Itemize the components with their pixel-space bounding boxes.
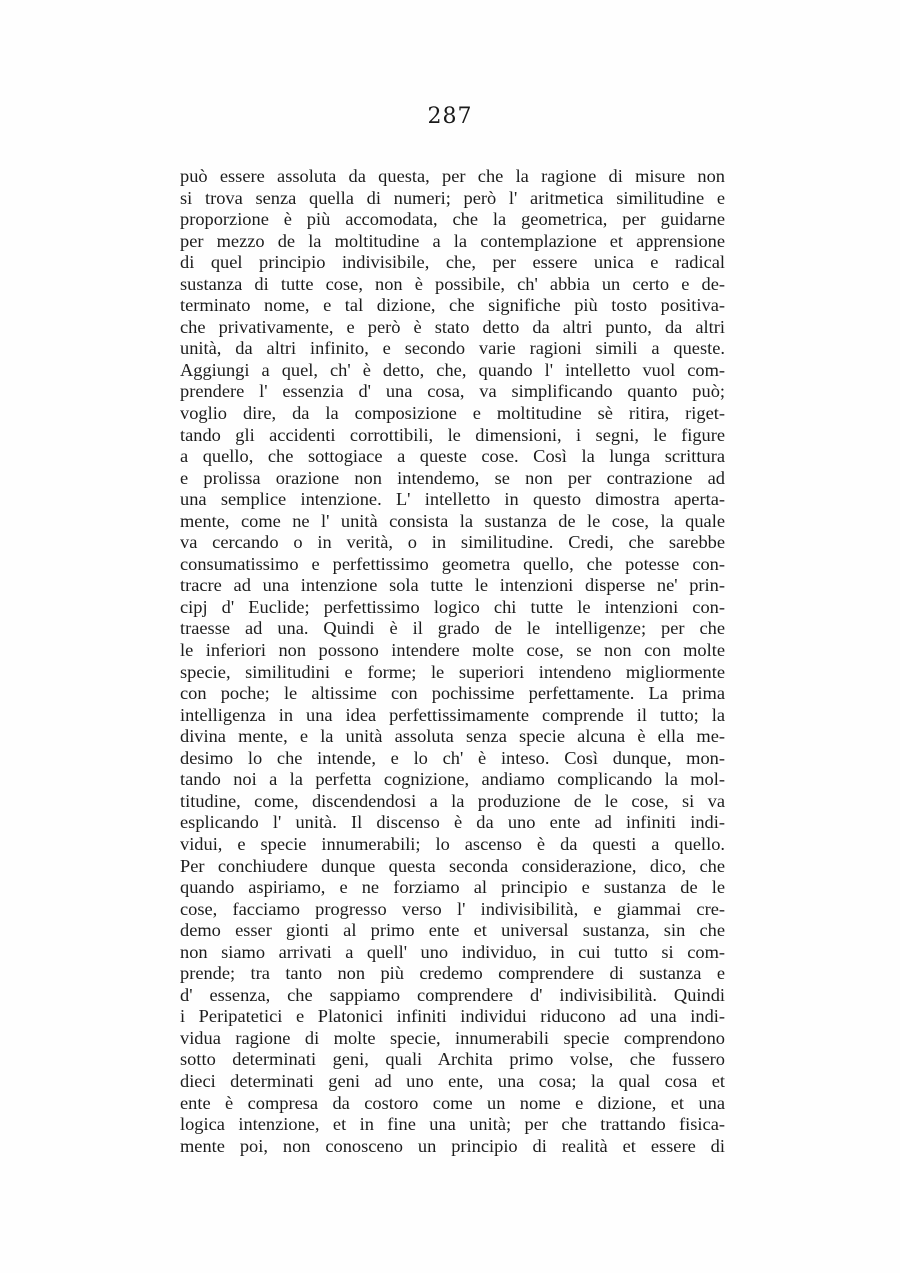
text-line: di quel principio indivisibile, che, per essere unica e radical — [180, 252, 725, 273]
text-line: esplicando l' unità. Il discenso è da uno ente ad infiniti indi- — [180, 812, 725, 833]
text-line: mente, come ne l' unità consista la sustanza de le cose, la quale — [180, 510, 725, 531]
text-line: intelligenza in una idea perfettissimamente comprende il tutto; la — [180, 704, 725, 725]
text-line: terminato nome, e tal dizione, che significhe più tosto positiva- — [180, 295, 725, 316]
text-line: prende; tra tanto non più credemo comprendere di sustanza e — [180, 963, 725, 984]
text-line: vidua ragione di molte specie, innumerabili specie comprendono — [180, 1027, 725, 1048]
text-line: non siamo arrivati a quell' uno individuo, in cui tutto si com- — [180, 941, 725, 962]
text-line: desimo lo che intende, e lo ch' è inteso. Così dunque, mon- — [180, 747, 725, 768]
text-line: quando aspiriamo, e ne forziamo al principio e sustanza de le — [180, 877, 725, 898]
text-line: una semplice intenzione. L' intelletto in questo dimostra aperta- — [180, 489, 725, 510]
text-line: demo esser gionti al primo ente et universal sustanza, sin che — [180, 920, 725, 941]
text-line: con poche; le altissime con pochissime perfettamente. La prima — [180, 683, 725, 704]
text-line: le inferiori non possono intendere molte cose, se non con molte — [180, 640, 725, 661]
text-line: a quello, che sottogiace a queste cose. Così la lunga scrittura — [180, 446, 725, 467]
text-line: dieci determinati geni ad uno ente, una cosa; la qual cosa et — [180, 1070, 725, 1091]
text-line: proporzione è più accomodata, che la geometrica, per guidarne — [180, 209, 725, 230]
text-line: prendere l' essenzia d' una cosa, va simplificando quanto può; — [180, 381, 725, 402]
text-line: si trova senza quella di numeri; però l' aritmetica similitudine e — [180, 187, 725, 208]
text-line: vidui, e specie innumerabili; lo ascenso è da questi a quello. — [180, 833, 725, 854]
text-line: sotto determinati geni, quali Archita primo volse, che fussero — [180, 1049, 725, 1070]
text-line: sustanza di tutte cose, non è possibile, ch' abbia un certo e de- — [180, 273, 725, 294]
text-line: d' essenza, che sappiamo comprendere d' indivisibilità. Quindi — [180, 984, 725, 1005]
text-line: tracre ad una intenzione sola tutte le intenzioni disperse ne' prin- — [180, 575, 725, 596]
text-line: consumatissimo e perfettissimo geometra quello, che potesse con- — [180, 553, 725, 574]
text-line: traesse ad una. Quindi è il grado de le intelligenze; per che — [180, 618, 725, 639]
text-line: cipj d' Euclide; perfettissimo logico chi tutte le intenzioni con- — [180, 596, 725, 617]
text-line: logica intenzione, et in fine una unità; per che trattando fisica- — [180, 1114, 725, 1135]
text-line: tando gli accidenti corrottibili, le dimensioni, i segni, le figure — [180, 424, 725, 445]
text-line: e prolissa orazione non intendemo, se non per contrazione ad — [180, 467, 725, 488]
text-line: Aggiungi a quel, ch' è detto, che, quando l' intelletto vuol com- — [180, 359, 725, 380]
text-line: titudine, come, discendendosi a la produzione de le cose, si va — [180, 790, 725, 811]
text-line: tando noi a la perfetta cognizione, andiamo complicando la mol- — [180, 769, 725, 790]
text-line: che privativamente, e però è stato detto da altri punto, da altri — [180, 316, 725, 337]
text-line: voglio dire, da la composizione e moltitudine sè ritira, riget- — [180, 403, 725, 424]
text-line: per mezzo de la moltitudine a la contemplazione et apprensione — [180, 230, 725, 251]
text-line: mente poi, non conosceno un principio di realità et essere di — [180, 1135, 725, 1156]
text-line: ente è compresa da costoro come un nome e dizione, et una — [180, 1092, 725, 1113]
text-line: unità, da altri infinito, e secondo varie ragioni simili a queste. — [180, 338, 725, 359]
text-line: specie, similitudini e forme; le superiori intendeno migliormente — [180, 661, 725, 682]
text-line: può essere assoluta da questa, per che la ragione di misure non — [180, 166, 725, 186]
text-line: cose, facciamo progresso verso l' indivisibilità, e giammai cre- — [180, 898, 725, 919]
text-line: va cercando o in verità, o in similitudine. Credi, che sarebbe — [180, 532, 725, 553]
body-text — [180, 166, 725, 1157]
text-line: Per conchiudere dunque questa seconda considerazione, dico, che — [180, 855, 725, 876]
text-line: divina mente, e la unità assoluta senza specie alcuna è ella me- — [180, 726, 725, 747]
text-line: i Peripatetici e Platonici infiniti individui riducono ad una indi- — [180, 1006, 725, 1027]
page-number: 287 — [427, 104, 473, 129]
